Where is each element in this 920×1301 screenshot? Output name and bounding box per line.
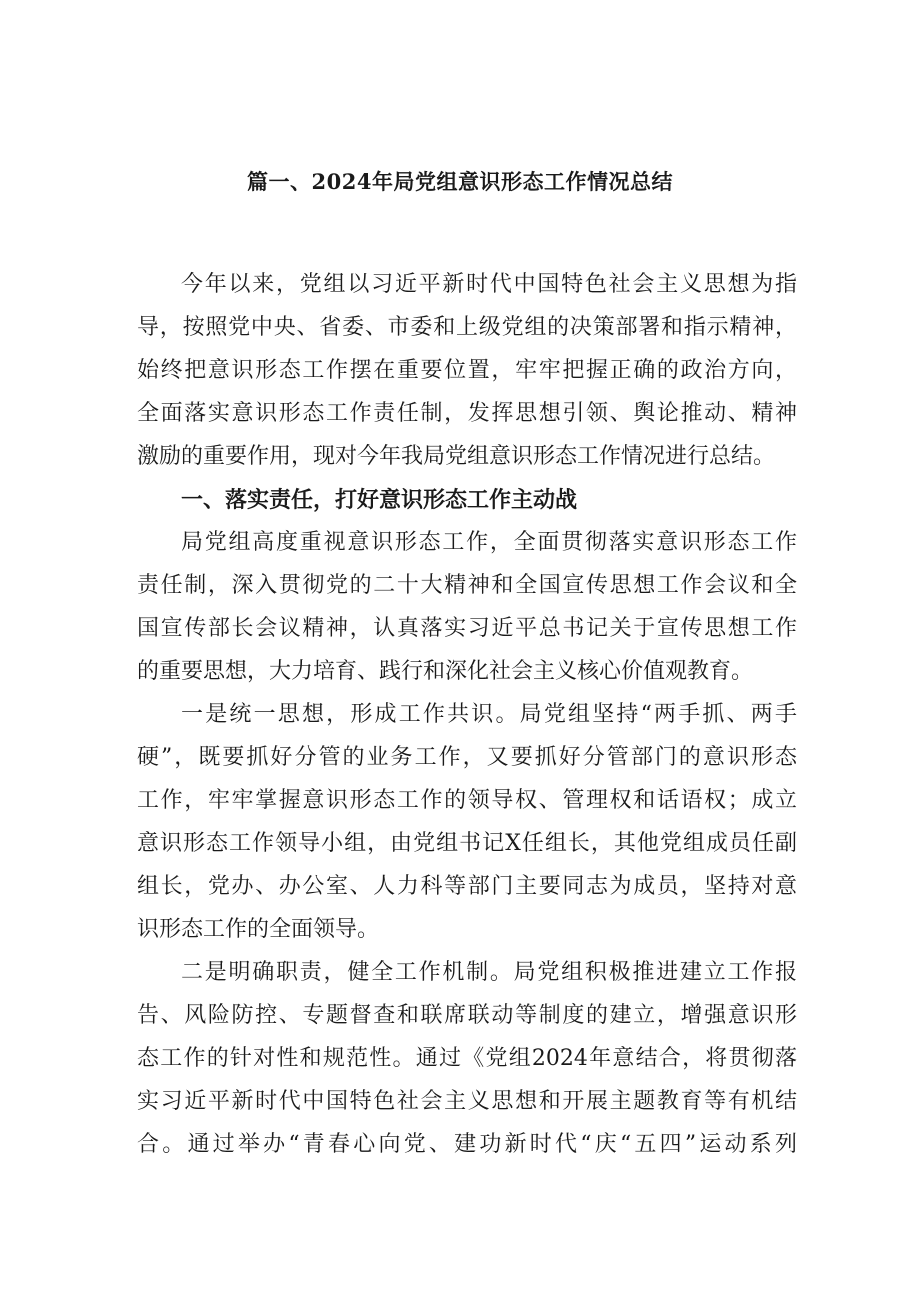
paragraph-line: 合。通过举办“青春心向党、建功新时代“庆“五四”运动系列 (137, 1132, 797, 1157)
paragraph-line: 激励的重要作用，现对今年我局党组意识形态工作情况进行总结。 (137, 444, 776, 469)
paragraph-line: 导，按照党中央、省委、市委和上级党组的决策部署和指示精神， (137, 315, 797, 340)
paragraph-line: 责任制，深入贯彻党的二十大精神和全国宣传思想工作会议和全 (137, 573, 797, 598)
paragraph-line: 的重要思想，大力培育、践行和深化社会主义核心价值观教育。 (137, 659, 754, 684)
section-heading: 一、落实责任，打好意识形态工作主动战 (181, 487, 578, 513)
paragraph-line: 全面落实意识形态工作责任制，发挥思想引领、舆论推动、精神 (137, 401, 797, 426)
paragraph-line: 组长，党办、办公室、人力科等部门主要同志为成员，坚持对意 (137, 874, 797, 899)
paragraph-line: 二是明确职责，健全工作机制。局党组积极推进建立工作报 (181, 960, 797, 985)
paragraph-line: 今年以来，党组以习近平新时代中国特色社会主义思想为指 (181, 272, 797, 297)
paragraph-line: 告、风险防控、专题督查和联席联动等制度的建立，增强意识形 (137, 1003, 797, 1028)
paragraph-line: 工作，牢牢掌握意识形态工作的领导权、管理权和话语权；成立 (137, 788, 797, 813)
paragraph-line: 态工作的针对性和规范性。通过《党组2024年意结合，将贯彻落 (137, 1046, 797, 1071)
paragraph-line: 识形态工作的全面领导。 (137, 917, 380, 942)
paragraph-line: 局党组高度重视意识形态工作，全面贯彻落实意识形态工作 (181, 530, 797, 555)
paragraph-line: 一是统一思想，形成工作共识。局党组坚持“两手抓、两手 (181, 702, 797, 727)
paragraph-line: 始终把意识形态工作摆在重要位置，牢牢把握正确的政治方向， (137, 358, 797, 383)
paragraph-line: 硬”，既要抓好分管的业务工作，又要抓好分管部门的意识形态 (137, 745, 797, 770)
paragraph-line: 国宣传部长会议精神，认真落实习近平总书记关于宣传思想工作 (137, 616, 797, 641)
paragraph-line: 实习近平新时代中国特色社会主义思想和开展主题教育等有机结 (137, 1089, 797, 1114)
document-title: 篇一、2024年局党组意识形态工作情况总结 (247, 169, 673, 194)
paragraph-line: 意识形态工作领导小组，由党组书记X任组长，其他党组成员任副 (137, 831, 797, 856)
